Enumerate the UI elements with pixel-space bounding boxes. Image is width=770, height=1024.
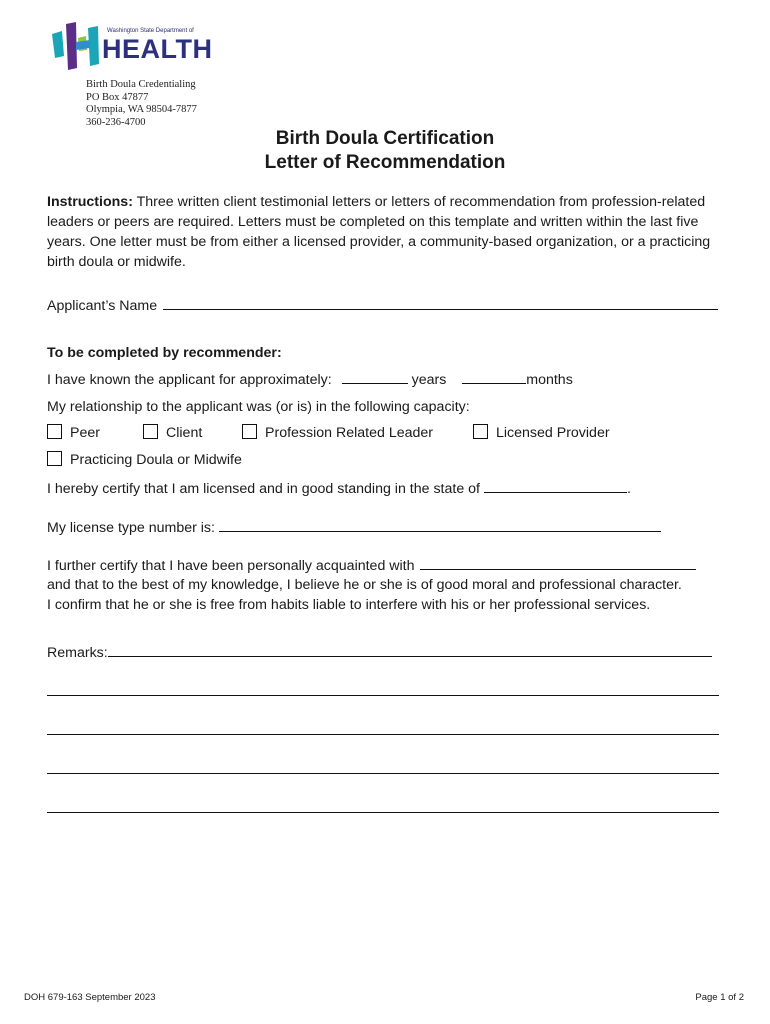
option-client[interactable] xyxy=(143,424,202,441)
instructions-text: Three written client testimonial letters or letters of recommendation from profession-related leaders or peers are required. Letters must be completed on this template and written within the last five years. One letter must be from either a licensed provider, a community-based organization, or a practicing birth doula or midwife. xyxy=(47,194,711,270)
option-label: Profession Related Leader xyxy=(265,425,433,441)
remarks-line[interactable] xyxy=(47,695,719,696)
page-title: Birth Doula Certification xyxy=(275,128,495,149)
remarks-field[interactable] xyxy=(108,642,712,657)
option-label: Licensed Provider xyxy=(496,425,610,441)
remarks-line[interactable] xyxy=(47,812,719,813)
relationship-label: My relationship to the applicant was (or is) in the following capacity: xyxy=(47,399,470,415)
months-label: months xyxy=(526,372,573,388)
license-type-label: My license type number is: xyxy=(47,520,215,536)
option-label: Peer xyxy=(70,425,100,441)
applicant-name-label: Applicant’s Name xyxy=(47,298,158,314)
state-field[interactable] xyxy=(484,478,627,493)
logo-mark-icon xyxy=(50,20,102,72)
habits-statement: I confirm that he or she is free from habits liable to interfere with his or her professional services. xyxy=(47,597,651,613)
logo-org-big: HEALTH xyxy=(102,34,213,64)
certify-state-row xyxy=(47,478,727,499)
license-type-row xyxy=(47,517,727,538)
applicant-name-field[interactable] xyxy=(163,295,718,310)
remarks-line[interactable] xyxy=(47,734,719,735)
acquaintance-label: I further certify that I have been personally acquainted with xyxy=(47,558,415,574)
licensed-provider-checkbox[interactable] xyxy=(473,424,488,439)
page-number: Page 1 of 2 xyxy=(695,992,744,1003)
option-licensed-provider[interactable] xyxy=(473,424,610,441)
applicant-name-row xyxy=(47,295,727,316)
acquaintance-field[interactable] xyxy=(420,555,696,570)
years-label: years xyxy=(411,372,447,388)
certify-state-label: I hereby certify that I am licensed and in good standing in the state of xyxy=(47,481,480,497)
remarks-row xyxy=(47,642,727,663)
form-number: DOH 679-163 September 2023 xyxy=(24,992,156,1003)
instructions-label: Instructions: xyxy=(47,194,133,210)
period: . xyxy=(626,481,631,497)
character-statement: and that to the best of my knowledge, I believe he or she is of good moral and professional character. xyxy=(47,577,682,593)
license-type-field[interactable] xyxy=(219,517,661,532)
peer-checkbox[interactable] xyxy=(47,424,62,439)
mailing-address xyxy=(86,79,197,129)
acquaintance-row xyxy=(47,555,727,576)
address-line: PO Box 47877 xyxy=(86,91,149,103)
known-duration-label: I have known the applicant for approximately: xyxy=(47,372,332,388)
recommender-heading: To be completed by recommender: xyxy=(47,345,282,361)
doh-logo xyxy=(50,20,213,72)
logo-org-small: Washington State Department of xyxy=(107,28,194,34)
instructions xyxy=(47,192,727,272)
remarks-label: Remarks: xyxy=(47,645,108,661)
page-subtitle: Letter of Recommendation xyxy=(264,152,506,173)
remarks-line[interactable] xyxy=(47,773,719,774)
client-checkbox[interactable] xyxy=(143,424,158,439)
option-label: Practicing Doula or Midwife xyxy=(70,452,242,468)
address-line: Olympia, WA 98504-7877 xyxy=(86,104,197,115)
profession-leader-checkbox[interactable] xyxy=(242,424,257,439)
option-profession-leader[interactable] xyxy=(242,424,433,441)
years-field[interactable] xyxy=(342,369,408,384)
address-line: Birth Doula Credentialing xyxy=(86,79,196,90)
address-line: 360-236-4700 xyxy=(86,116,146,128)
known-duration-row xyxy=(47,369,727,390)
option-peer[interactable] xyxy=(47,424,100,441)
option-label: Client xyxy=(166,425,203,441)
months-field[interactable] xyxy=(462,369,526,384)
doula-midwife-checkbox[interactable] xyxy=(47,451,62,466)
option-doula-midwife[interactable] xyxy=(47,451,242,468)
